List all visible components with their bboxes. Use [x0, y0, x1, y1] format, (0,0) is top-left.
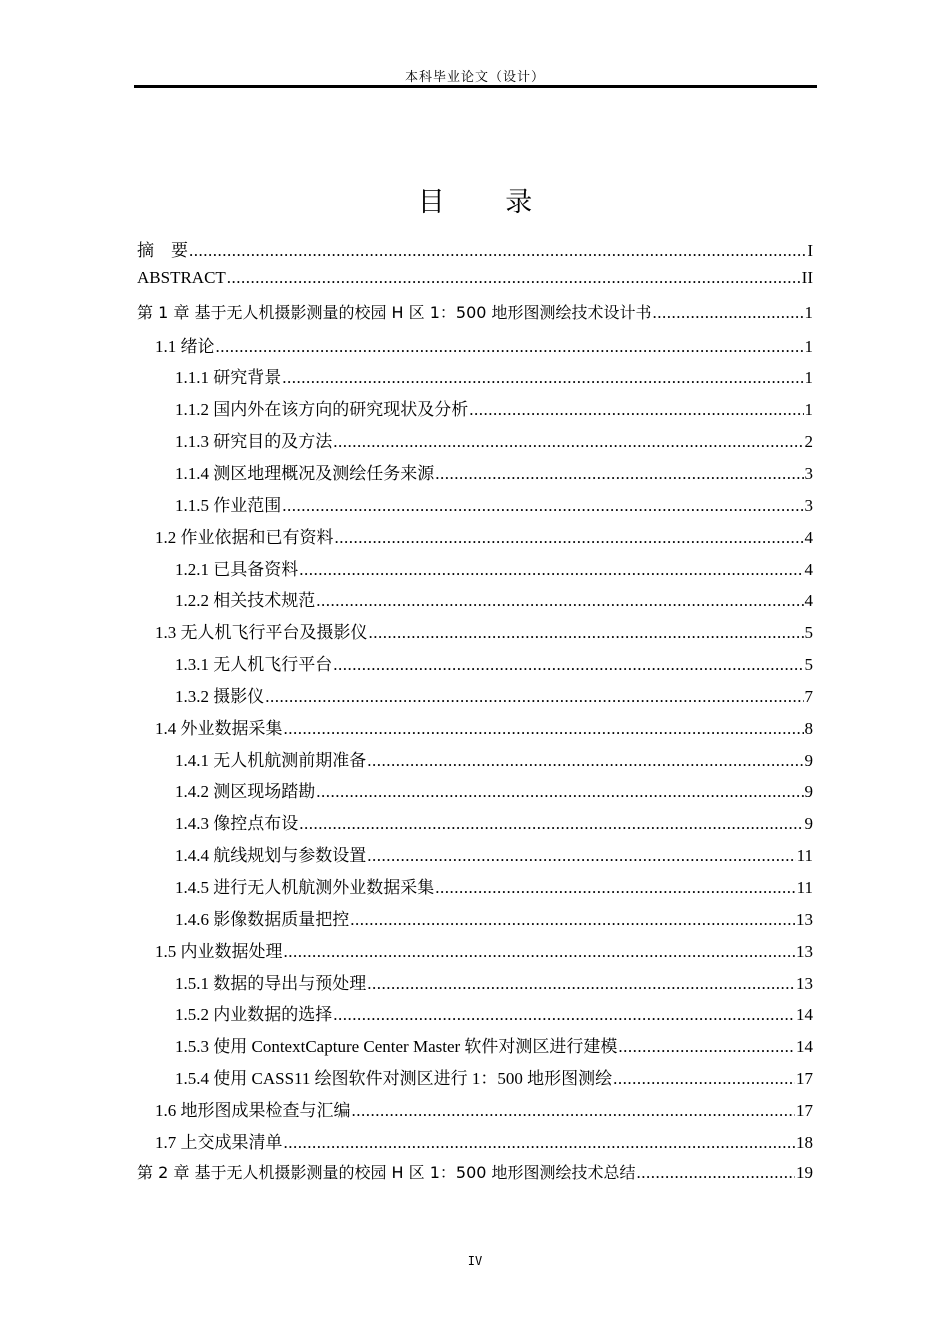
- toc-entry-page: 4: [804, 559, 813, 579]
- toc-leader-dots: [613, 1069, 795, 1089]
- toc-entry-page: 11: [796, 878, 813, 897]
- toc-entry[interactable]: [175, 905, 813, 929]
- page-number: IV: [467, 1254, 483, 1268]
- toc-entry-page: 13: [796, 973, 813, 993]
- toc-leader-dots: [367, 974, 795, 994]
- toc-entry-label: 1.4.3 像控点布设: [175, 814, 299, 834]
- toc-entry[interactable]: [137, 268, 813, 292]
- toc-entry-page: 18: [796, 1132, 813, 1152]
- toc-entry-page: 17: [796, 1069, 813, 1089]
- toc-entry-page: 1: [804, 368, 813, 388]
- toc-leader-dots: [189, 241, 806, 261]
- toc-leader-dots: [618, 1037, 795, 1057]
- toc-entry[interactable]: [175, 1032, 813, 1056]
- toc-entry-label: 1.4.4 航线规划与参数设置: [175, 846, 367, 866]
- toc-entry-page: 13: [796, 941, 813, 961]
- toc-entry[interactable]: [175, 1000, 813, 1024]
- toc-leader-dots: [227, 268, 801, 288]
- toc-entry[interactable]: [155, 937, 813, 961]
- toc-entry-label: 1.1.4 测区地理概况及测绘任务来源: [175, 463, 435, 483]
- toc-entry-label: 1.6 地形图成果检查与汇编: [155, 1100, 351, 1120]
- toc-entry-label: 摘 要: [137, 241, 188, 260]
- toc-entry-page: I: [807, 241, 813, 260]
- toc-entry-page: 7: [804, 686, 813, 706]
- toc-entry-label: 1.4.6 影像数据质量把控: [175, 909, 350, 929]
- toc-entry-label: 第 1 章 基于无人机摄影测量的校园 H 区 1：500 地形图测绘技术设计书: [137, 302, 652, 322]
- toc-entry-label: 1.2.1 已具备资料: [175, 559, 299, 579]
- toc-leader-dots: [299, 814, 803, 834]
- toc-leader-dots: [216, 337, 804, 357]
- toc-entry[interactable]: [137, 300, 813, 324]
- page-title: 目 录: [417, 187, 559, 218]
- toc-entry-label: 1.5.4 使用 CASS11 绘图软件对测区进行 1：500 地形图测绘: [175, 1069, 613, 1089]
- toc-entry-page: II: [801, 267, 813, 287]
- toc-leader-dots: [352, 1101, 796, 1121]
- toc-entry[interactable]: [175, 459, 813, 483]
- toc-entry[interactable]: [175, 682, 813, 706]
- toc-entry-page: 9: [804, 782, 813, 802]
- toc-entry-label: 1.1.3 研究目的及方法: [175, 432, 333, 452]
- toc-leader-dots: [282, 496, 803, 516]
- toc-leader-dots: [333, 1005, 795, 1025]
- toc-entry[interactable]: [175, 746, 813, 770]
- toc-entry-label: 1.7 上交成果清单: [155, 1132, 283, 1152]
- toc-entry-page: 1: [804, 336, 813, 356]
- toc-entry-label: 1.3 无人机飞行平台及摄影仪: [155, 623, 368, 643]
- toc-entry-page: 9: [804, 750, 813, 770]
- toc-entry-page: 3: [804, 463, 813, 483]
- toc-entry[interactable]: [175, 491, 813, 515]
- header-rule: [134, 85, 817, 88]
- toc-entry-label: 1.1.2 国内外在该方向的研究现状及分析: [175, 400, 469, 420]
- toc-entry-page: 4: [804, 591, 813, 611]
- toc-entry-label: 1.3.1 无人机飞行平台: [175, 655, 333, 675]
- toc-leader-dots: [333, 655, 803, 675]
- toc-entry[interactable]: [137, 236, 813, 260]
- toc-leader-dots: [333, 432, 803, 452]
- toc-entry-page: 5: [804, 623, 813, 643]
- toc-entry-page: 14: [796, 1037, 813, 1057]
- toc-entry[interactable]: [175, 586, 813, 610]
- toc-entry[interactable]: [175, 969, 813, 993]
- toc-entry-page: 1: [804, 302, 813, 322]
- toc-leader-dots: [367, 846, 795, 866]
- toc-entry[interactable]: [175, 1064, 813, 1088]
- toc-leader-dots: [435, 878, 795, 898]
- toc-entry[interactable]: [175, 873, 813, 897]
- toc-entry-label: 1.5.3 使用 ContextCapture Center Master 软件对测区进行建模: [175, 1037, 618, 1057]
- toc-entry[interactable]: [155, 1096, 813, 1120]
- toc-leader-dots: [653, 303, 804, 323]
- toc-entry-page: 9: [804, 814, 813, 834]
- toc-entry-label: ABSTRACT: [137, 267, 226, 287]
- toc-entry[interactable]: [155, 618, 813, 642]
- toc-entry[interactable]: [155, 1128, 813, 1152]
- toc-leader-dots: [316, 591, 803, 611]
- running-header: 本科毕业论文（设计）: [404, 69, 545, 84]
- toc-entry[interactable]: [175, 363, 813, 387]
- toc-leader-dots: [284, 1133, 796, 1153]
- toc-entry-page: 17: [796, 1100, 813, 1120]
- toc-entry-label: 1.1 绪论: [155, 336, 215, 356]
- toc-entry[interactable]: [137, 1160, 813, 1184]
- toc-leader-dots: [469, 400, 803, 420]
- toc-leader-dots: [350, 910, 795, 930]
- toc-entry-page: 2: [804, 432, 813, 452]
- toc-entry[interactable]: [155, 714, 813, 738]
- toc-entry[interactable]: [175, 555, 813, 579]
- toc-leader-dots: [435, 464, 803, 484]
- toc-entry-label: 1.4 外业数据采集: [155, 718, 283, 738]
- toc-leader-dots: [369, 623, 804, 643]
- toc-leader-dots: [284, 719, 804, 739]
- toc-entry[interactable]: [175, 809, 813, 833]
- toc-entry-label: 1.5.2 内业数据的选择: [175, 1005, 333, 1025]
- toc-entry-page: 11: [796, 846, 813, 866]
- toc-entry-label: 1.5.1 数据的导出与预处理: [175, 973, 367, 993]
- toc-leader-dots: [284, 942, 796, 962]
- toc-leader-dots: [637, 1163, 795, 1183]
- toc-entry-page: 8: [804, 718, 813, 738]
- toc-entry[interactable]: [175, 777, 813, 801]
- toc-entry-label: 1.4.1 无人机航测前期准备: [175, 750, 367, 770]
- toc-entry[interactable]: [175, 427, 813, 451]
- toc-entry-page: 19: [796, 1162, 813, 1182]
- toc-entry[interactable]: [175, 650, 813, 674]
- toc-leader-dots: [335, 528, 804, 548]
- toc-entry-page: 14: [796, 1005, 813, 1025]
- toc-entry[interactable]: [155, 523, 813, 547]
- toc-leader-dots: [299, 560, 803, 580]
- toc-entry-label: 第 2 章 基于无人机摄影测量的校园 H 区 1：500 地形图测绘技术总结: [137, 1162, 636, 1182]
- toc-leader-dots: [282, 368, 803, 388]
- toc-entry-label: 1.4.5 进行无人机航测外业数据采集: [175, 878, 435, 897]
- toc-entry-label: 1.2 作业依据和已有资料: [155, 527, 334, 547]
- toc-entry[interactable]: [175, 841, 813, 865]
- toc-entry-page: 13: [796, 909, 813, 929]
- toc-leader-dots: [316, 782, 803, 802]
- toc-entry-page: 4: [804, 527, 813, 547]
- toc-entry-label: 1.5 内业数据处理: [155, 941, 283, 961]
- toc-leader-dots: [367, 751, 803, 771]
- toc-entry-page: 3: [804, 495, 813, 515]
- toc-entry-label: 1.3.2 摄影仪: [175, 686, 265, 706]
- toc-entry[interactable]: [175, 395, 813, 419]
- toc-entry-label: 1.2.2 相关技术规范: [175, 591, 316, 611]
- toc-entry-label: 1.1.5 作业范围: [175, 495, 282, 515]
- toc-entry-page: 1: [804, 400, 813, 420]
- toc-entry[interactable]: [155, 332, 813, 356]
- toc-entry-label: 1.4.2 测区现场踏勘: [175, 782, 316, 802]
- toc-entry-page: 5: [804, 655, 813, 675]
- toc-leader-dots: [265, 687, 803, 707]
- toc-entry-label: 1.1.1 研究背景: [175, 368, 282, 388]
